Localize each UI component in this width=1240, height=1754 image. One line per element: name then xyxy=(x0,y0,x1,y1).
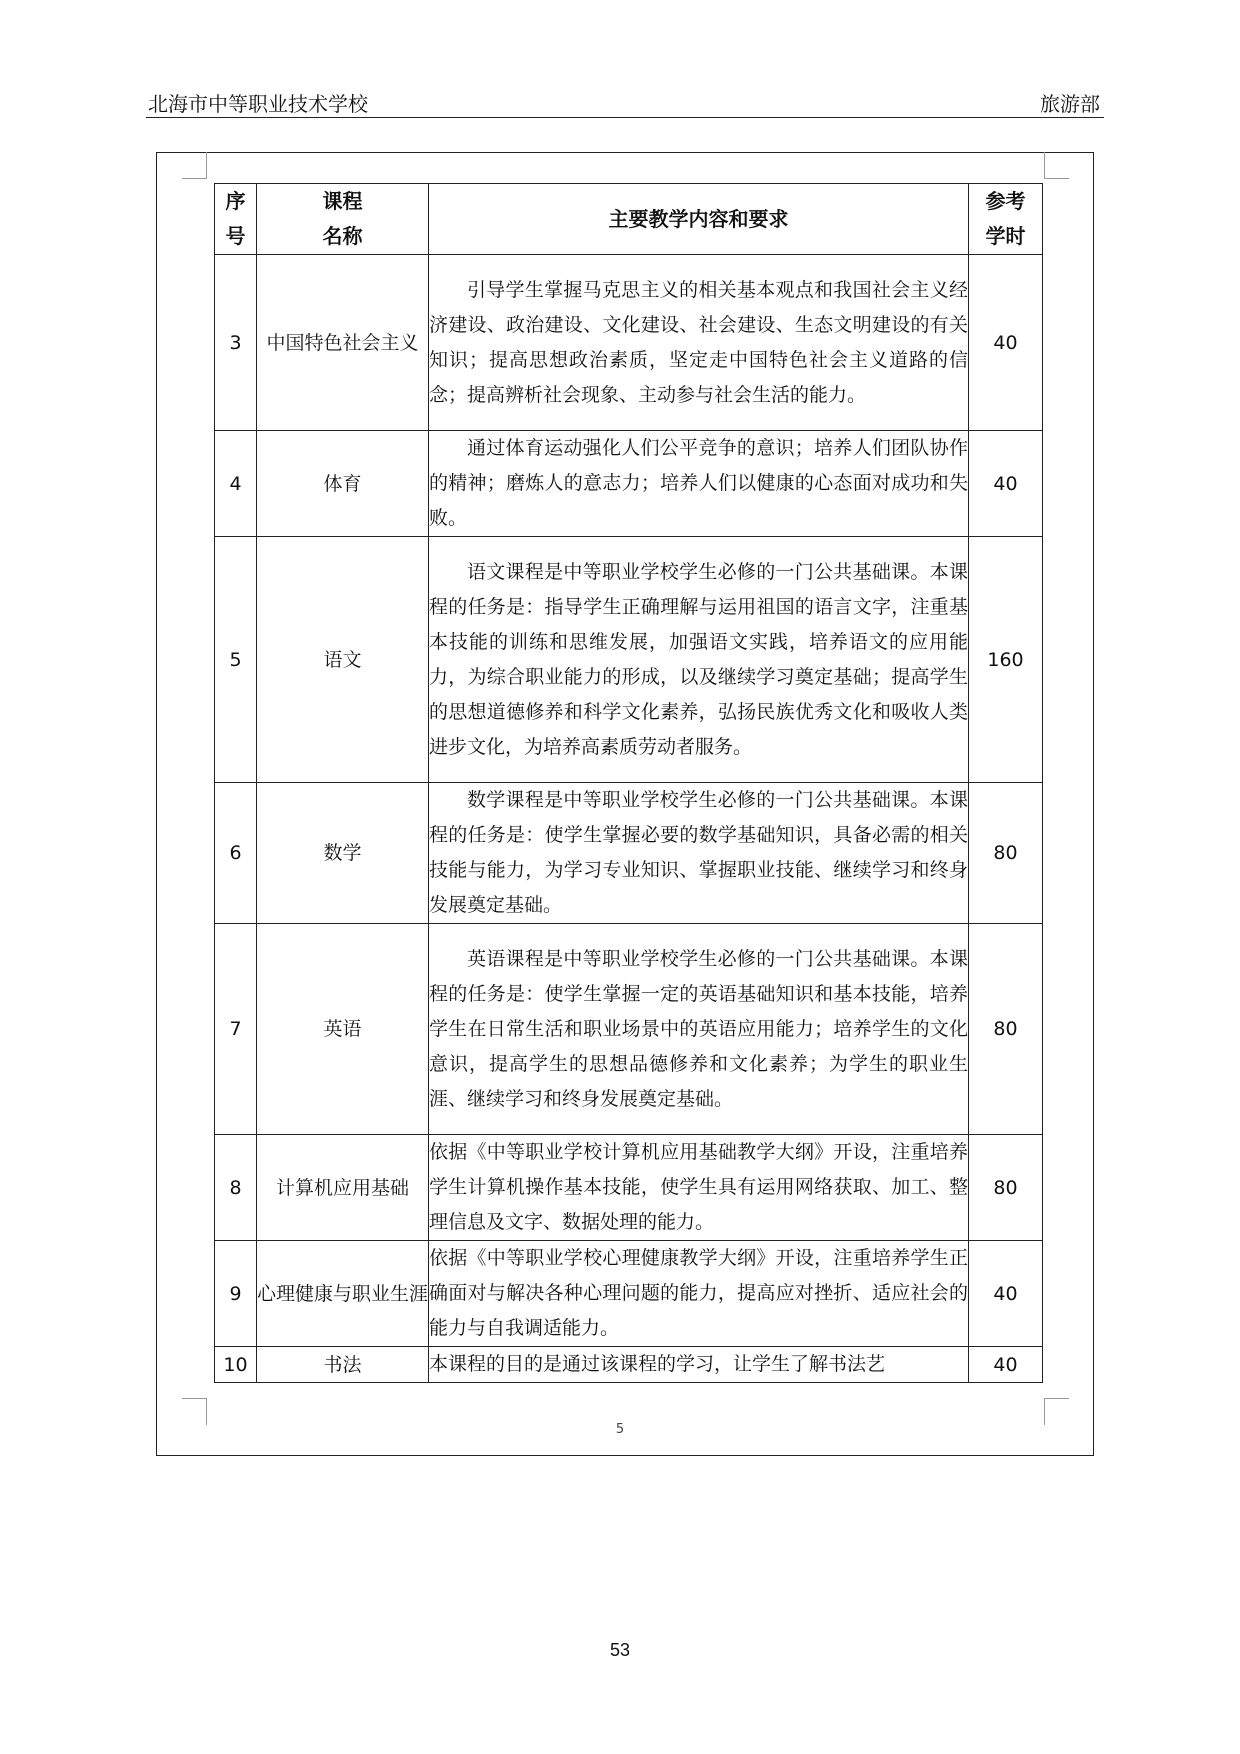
course-content: 本课程的目的是通过该课程的学习，让学生了解书法艺 xyxy=(429,1347,969,1383)
row-number: 10 xyxy=(215,1347,257,1383)
crop-mark-top-right xyxy=(1044,152,1069,179)
table-row xyxy=(215,1347,1043,1383)
row-number: 4 xyxy=(215,431,257,537)
row-number: 8 xyxy=(215,1135,257,1241)
course-name: 体育 xyxy=(257,431,429,537)
header-name-line1: 课程 xyxy=(322,189,363,213)
course-name: 语文 xyxy=(257,537,429,783)
course-content: 通过体育运动强化人们公平竞争的意识；培养人们团队协作的精神；磨炼人的意志力；培养人们以健康的心态面对成功和失败。 xyxy=(429,431,969,537)
table-row xyxy=(215,1135,1043,1241)
crop-mark-top-left xyxy=(182,152,207,179)
table-row xyxy=(215,431,1043,537)
course-hours: 160 xyxy=(969,537,1043,783)
course-name: 心理健康与职业生涯 xyxy=(257,1241,429,1347)
course-hours: 40 xyxy=(969,431,1043,537)
course-name: 英语 xyxy=(257,924,429,1135)
table-header-row xyxy=(215,184,1043,255)
table-row xyxy=(215,255,1043,431)
table-row xyxy=(215,924,1043,1135)
header-number-line1: 序 xyxy=(225,189,246,213)
course-content: 英语课程是中等职业学校学生必修的一门公共基础课。本课程的任务是：使学生掌握一定的英语基础知识和基本技能，培养学生在日常生活和职业场景中的英语应用能力；培养学生的文化意识，提高学生的思想品德修养和文化素养；为学生的职业生涯、继续学习和终身发展奠定基础。 xyxy=(429,924,969,1135)
header-rule xyxy=(146,117,1104,118)
crop-mark-bottom-left xyxy=(182,1398,207,1425)
course-hours: 80 xyxy=(969,783,1043,924)
header-department: 旅游部 xyxy=(1040,92,1100,116)
table-row xyxy=(215,1241,1043,1347)
course-content: 依据《中等职业学校计算机应用基础教学大纲》开设，注重培养学生计算机操作基本技能，使学生具有运用网络获取、加工、整理信息及文字、数据处理的能力。 xyxy=(429,1135,969,1241)
course-name: 数学 xyxy=(257,783,429,924)
crop-mark-bottom-right xyxy=(1044,1398,1069,1425)
row-number: 9 xyxy=(215,1241,257,1347)
course-content: 引导学生掌握马克思主义的相关基本观点和我国社会主义经济建设、政治建设、文化建设、社会建设、生态文明建设的有关知识；提高思想政治素质，坚定走中国特色社会主义道路的信念；提高辨析社会现象、主动参与社会生活的能力。 xyxy=(429,255,969,431)
table-row xyxy=(215,537,1043,783)
row-number: 6 xyxy=(215,783,257,924)
page-number: 53 xyxy=(609,1640,631,1660)
header-hours-line2: 学时 xyxy=(985,224,1026,248)
header-number-line2: 号 xyxy=(225,224,246,248)
course-table xyxy=(214,183,1043,1383)
course-name: 书法 xyxy=(257,1347,429,1383)
header-content: 主要教学内容和要求 xyxy=(429,184,969,255)
table-row xyxy=(215,783,1043,924)
course-hours: 40 xyxy=(969,1347,1043,1383)
course-name: 计算机应用基础 xyxy=(257,1135,429,1241)
course-content: 数学课程是中等职业学校学生必修的一门公共基础课。本课程的任务是：使学生掌握必要的数学基础知识，具备必需的相关技能与能力，为学习专业知识、掌握职业技能、继续学习和终身发展奠定基础。 xyxy=(429,783,969,924)
header-number xyxy=(215,184,257,255)
course-content: 依据《中等职业学校心理健康教学大纲》开设，注重培养学生正确面对与解决各种心理问题的能力，提高应对挫折、适应社会的能力与自我调适能力。 xyxy=(429,1241,969,1347)
header-hours-line1: 参考 xyxy=(985,189,1026,213)
course-hours: 80 xyxy=(969,924,1043,1135)
row-number: 5 xyxy=(215,537,257,783)
course-hours: 80 xyxy=(969,1135,1043,1241)
header-name-line2: 名称 xyxy=(322,224,363,248)
header-school-name: 北海市中等职业技术学校 xyxy=(148,92,368,116)
course-content: 语文课程是中等职业学校学生必修的一门公共基础课。本课程的任务是：指导学生正确理解与运用祖国的语言文字，注重基本技能的训练和思维发展，加强语文实践，培养语文的应用能力，为综合职业能力的形成，以及继续学习奠定基础；提高学生的思想道德修养和科学文化素养，弘扬民族优秀文化和吸收人类进步文化，为培养高素质劳动者服务。 xyxy=(429,537,969,783)
row-number: 7 xyxy=(215,924,257,1135)
course-hours: 40 xyxy=(969,255,1043,431)
embedded-page-number: 5 xyxy=(615,1422,625,1437)
header-hours xyxy=(969,184,1043,255)
row-number: 3 xyxy=(215,255,257,431)
course-hours: 40 xyxy=(969,1241,1043,1347)
header-course-name xyxy=(257,184,429,255)
course-name: 中国特色社会主义 xyxy=(257,255,429,431)
